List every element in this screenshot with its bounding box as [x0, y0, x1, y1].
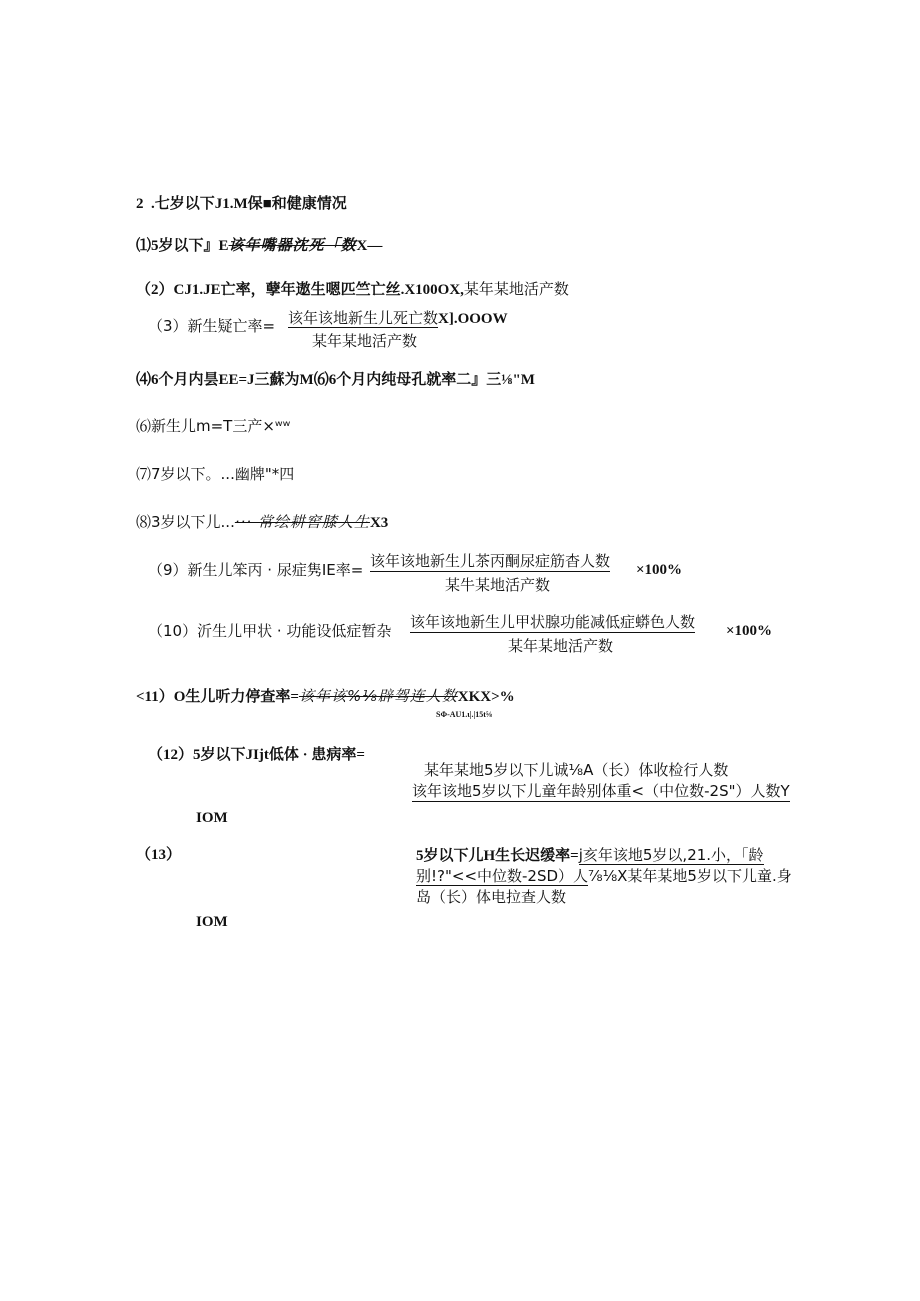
section-heading — [136, 194, 347, 214]
item-9-label: （9）新生儿笨丙 · 尿症隽IE率= — [148, 561, 364, 579]
item-12-iom: IOM — [196, 810, 228, 826]
item-13-line1 — [416, 845, 764, 866]
item-2-prefix: （2）CJ1.JE亡率，孽年遨生嗯匹竺亡丝.X100OX, — [136, 282, 464, 298]
item-3-label: （3）新生疑亡率= — [148, 317, 276, 335]
item-10-numerator: 该年该地新生儿甲状腺功能减低症蟒色人数 — [410, 613, 696, 631]
item-13-line2-a: 别!?"<<中位数-2SD）人 — [416, 867, 589, 885]
item-12-line2: 该年该地5岁以下儿童年龄别体重<（中位数-2S"）人数Y — [412, 782, 790, 800]
item-8-suffix: X3 — [369, 515, 389, 531]
item-1-suffix: X— — [356, 238, 383, 254]
item-8 — [136, 512, 388, 533]
item-13-line1-b: j亥年该地5岁以,21.小，「龄 — [578, 846, 764, 864]
item-7: ⑺7岁以下。...幽牌"*四 — [136, 465, 295, 483]
item-10-label: （10）沂生儿甲状 · 功能设低症暂杂 — [148, 622, 392, 640]
item-11-suffix: XKX>% — [457, 689, 515, 705]
item-3-tail: X].OOOW — [438, 311, 508, 327]
item-12-line1: 某年某地5岁以下儿诚⅛A（长）体收检行人数 — [424, 761, 729, 779]
item-11-small-note: SΦ-AU1.ι|.|15t⅝ — [436, 710, 492, 719]
item-2 — [136, 279, 569, 300]
item-11-handwritten: 该年该%⅛辟驾连人数 — [298, 687, 458, 705]
item-10-denominator: 某年某地活产数 — [508, 637, 614, 655]
item-9-denominator: 某牛某地活产数 — [445, 576, 551, 594]
section-title: .七岁以下J1.M保■和健康情况 — [151, 196, 347, 212]
item-8-prefix: ⑻3岁以下儿... — [136, 513, 235, 531]
item-10-tail: ×100% — [726, 623, 773, 639]
item-11-prefix: <11）O生儿听力停查率= — [136, 689, 299, 705]
item-13-line3: 岛（长）体电拉查人数 — [416, 888, 567, 906]
item-13-iom: IOM — [196, 914, 228, 930]
item-13-line1-a: 5岁以下儿H生长迟缓率= — [416, 848, 579, 864]
item-3-numerator — [288, 308, 508, 329]
item-1 — [136, 236, 382, 256]
item-11 — [136, 686, 515, 707]
item-13-line2 — [416, 866, 792, 886]
item-9-tail: ×100% — [636, 562, 683, 578]
item-1-prefix: ⑴5岁以下』E — [136, 238, 229, 254]
item-13-line2-b: ⅞⅛X某年某地5岁以下儿童.身 — [588, 867, 792, 885]
item-3-denominator: 某年某地活产数 — [312, 332, 418, 350]
section-number: 2 — [136, 196, 144, 212]
item-3-numerator-text: 该年该地新生儿死亡数 — [288, 309, 439, 327]
item-2-suffix: 某年某地活产数 — [463, 280, 569, 298]
item-13-label: （13） — [136, 847, 182, 863]
item-9-numerator: 该年该地新生儿茶丙酮尿症筋杳人数 — [370, 552, 611, 570]
item-12-label: （12）5岁以下JIjt低体 · 患病率= — [148, 747, 365, 763]
item-1-handwritten: 该年嘴器沈死「数 — [228, 238, 357, 254]
item-8-handwritten: ··· 常绘耕窖膝人生 — [234, 513, 370, 531]
item-4: ⑷6个月内昙EE=J三蘇为M⑹6个月内纯母孔就率二』三⅛"M — [136, 372, 535, 388]
item-6: ⑹新生儿m=T三产×ʷʷ — [136, 417, 291, 435]
